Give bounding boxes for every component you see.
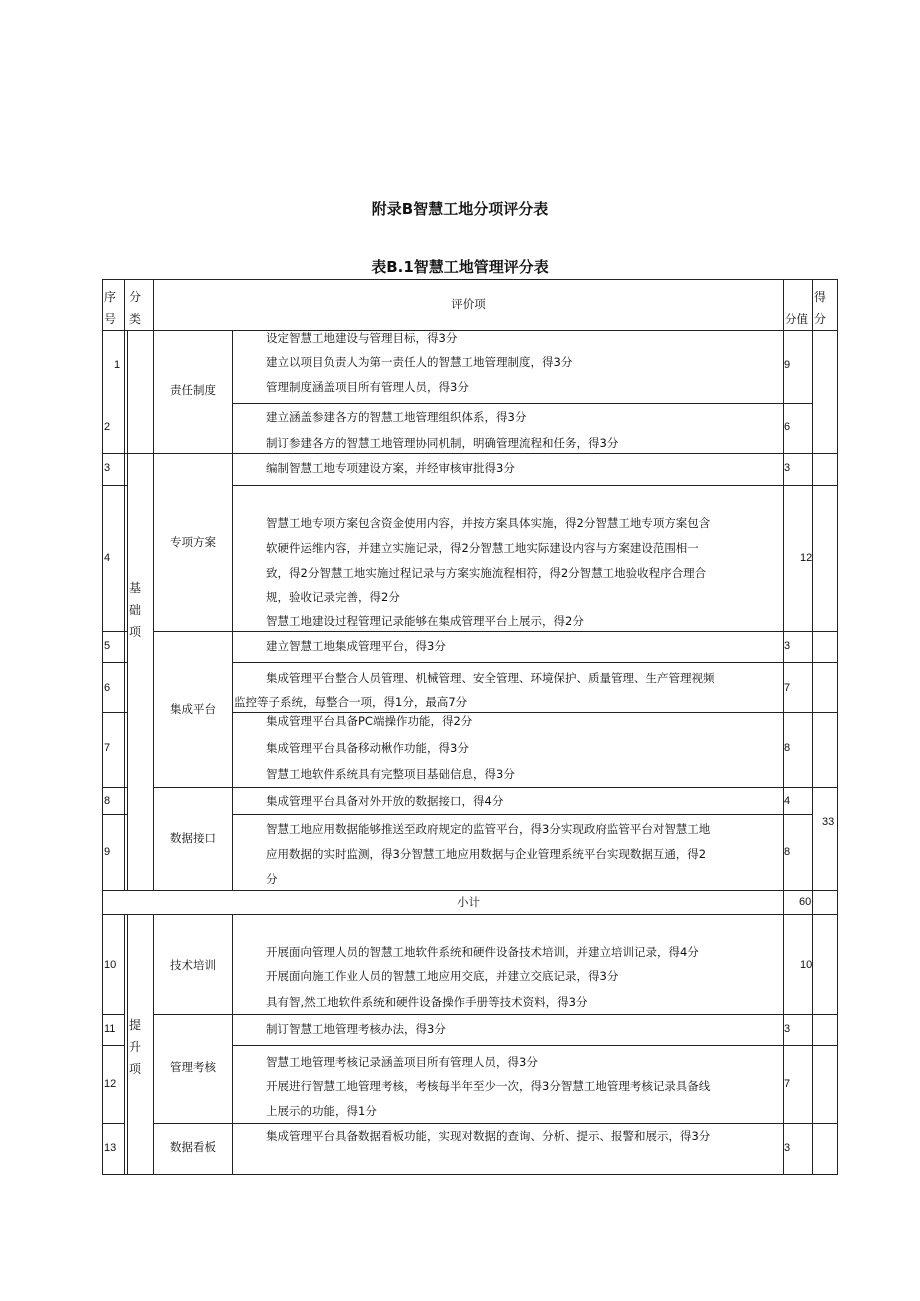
row-seq: 6 <box>104 682 111 694</box>
row-item-line: 集成管理平台具备对外开放的数据接口，得4分 <box>266 794 504 808</box>
row-seq: 13 <box>104 1142 117 1154</box>
row-item-line: 建立智慧工地集成管理平台，得3分 <box>266 639 446 653</box>
subcat-special-plan: 专项方案 <box>170 535 216 549</box>
row-item-line: 智慧工地管理考核记录涵盖项目所有管理人员，得3分 <box>266 1055 538 1069</box>
row-seq: 9 <box>104 846 111 858</box>
row-score: 8 <box>784 846 791 858</box>
row-score: 3 <box>784 640 791 652</box>
header-seq: 序号 <box>104 290 117 326</box>
row-item-line: 软硬件运维内容，并建立实施记录，得2分智慧工地实际建设内容与方案建设范围相一 <box>266 541 699 555</box>
row-item-line: 设定智慧工地建设与管理目标，得3分 <box>266 331 458 345</box>
row-score: 3 <box>784 1023 791 1035</box>
header-score: 分值 <box>785 312 808 326</box>
row-item-line: 智慧工地专项方案包含资金使用内容，并按方案具体实施，得2分智慧工地专项方案包含 <box>266 516 711 530</box>
row-item-line: 智慧工地应用数据能够推送至政府规定的监管平台，得3分实现政府监管平台对智慧工地 <box>266 822 711 836</box>
row-item-line: 开展面向管理人员的智慧工地软件系统和硬件设备技术培训，并建立培训记录，得4分 <box>266 945 699 959</box>
row-score: 7 <box>784 682 791 694</box>
row-seq: 10 <box>104 959 117 971</box>
row-item-line: 建立以项目负责人为第一责任人的智慧工地管理制度，得3分 <box>266 355 573 369</box>
group-basic: 基础项 <box>129 581 142 639</box>
row-seq: 1 <box>114 359 121 371</box>
row-item-line: 应用数据的实时监测，得3分智慧工地应用数据与企业管理系统平台实现数据互通，得2 <box>266 847 707 861</box>
row-item-line: 开展进行智慧工地管理考核，考核每半年至少一次，得3分智慧工地管理考核记录具备线 <box>266 1079 711 1093</box>
subcat-integrated-platform: 集成平台 <box>170 702 216 716</box>
row-item-line: 建立涵盖参建各方的智慧工地管理组织体系，得3分 <box>266 410 527 424</box>
row-got: 33 <box>822 816 835 828</box>
row-item-line: 智慧工地软件系统具有完整项目基础信息，得3分 <box>266 767 515 781</box>
row-score: 9 <box>784 359 791 371</box>
row-item-line: 编制智慧工地专项建设方案，并经审核审批得3分 <box>266 461 515 475</box>
row-seq: 8 <box>104 795 111 807</box>
row-item-line: 集成管理平台具备数据看板功能，实现对数据的查询、分析、提示、报警和展示，得3分 <box>266 1129 711 1143</box>
row-item-line: 分 <box>266 872 278 886</box>
row-item-line: 制订参建各方的智慧工地管理协同机制，明确管理流程和任务，得3分 <box>266 436 619 450</box>
row-score: 3 <box>784 1142 791 1154</box>
subcat-responsibility: 责任制度 <box>170 383 216 397</box>
row-seq: 4 <box>104 552 111 564</box>
row-item-line: 集成管理平台具备PC端操作功能，得2分 <box>266 714 473 728</box>
row-seq: 12 <box>104 1078 117 1090</box>
row-item-line: 管理制度涵盖项目所有管理人员，得3分 <box>266 380 469 394</box>
row-score: 8 <box>784 742 791 754</box>
row-item-line: 上展示的功能，得1分 <box>266 1104 377 1118</box>
row-seq: 5 <box>104 640 111 652</box>
header-category: 分类 <box>129 290 142 326</box>
row-item-line: 制订智慧工地管理考核办法，得3分 <box>266 1022 446 1036</box>
row-score: 7 <box>784 1078 791 1090</box>
group-upgrade: 提升项 <box>129 1018 142 1076</box>
row-item-line: 开展面向施工作业人员的智慧工地应用交底，并建立交底记录，得3分 <box>266 969 619 983</box>
row-score: 6 <box>784 421 791 433</box>
row-item-line: 智慧工地建设过程管理记录能够在集成管理平台上展示，得2分 <box>266 614 584 628</box>
row-score: 10 <box>800 959 813 971</box>
appendix-title: 附录B智慧工地分项评分表 <box>371 200 549 218</box>
table-title: 表B.1智慧工地管理评分表 <box>371 258 549 276</box>
row-item-line: 集成管理平台具备移动楸作功能，得3分 <box>266 741 469 755</box>
row-seq: 7 <box>104 742 111 754</box>
row-score: 12 <box>800 552 813 564</box>
header-eval: 评价项 <box>451 297 486 311</box>
row-score: 4 <box>784 795 791 807</box>
subcat-data-interface: 数据接口 <box>170 831 216 845</box>
row-item-line: 监控等子系统，每整合一项，得1分，最高7分 <box>234 695 468 709</box>
row-item-line: 具有智,然工地软件系统和硬件设备操作手册等技术资料，得3分 <box>266 995 588 1009</box>
row-item-line: 致，得2分智慧工地实施过程记录与方案实施流程相符，得2分智慧工地验收程序合理合 <box>266 566 707 580</box>
row-seq: 11 <box>104 1023 116 1035</box>
row-score: 3 <box>784 462 791 474</box>
subtotal-label: 小计 <box>457 895 480 909</box>
header-got: 得分 <box>814 290 827 326</box>
subcat-tech-training: 技术培训 <box>170 958 216 972</box>
row-item-line: 规，验收记录完善，得2分 <box>266 590 400 604</box>
subcat-management-assessment: 管理考核 <box>170 1060 216 1074</box>
row-seq: 2 <box>104 421 111 433</box>
subtotal-score: 60 <box>799 896 812 908</box>
row-item-line: 集成管理平台整合人员管理、机械管理、安全管理、环境保护、质量管理、生产管理视频 <box>266 671 715 685</box>
row-seq: 3 <box>104 462 111 474</box>
subcat-data-board: 数据看板 <box>170 1140 216 1154</box>
